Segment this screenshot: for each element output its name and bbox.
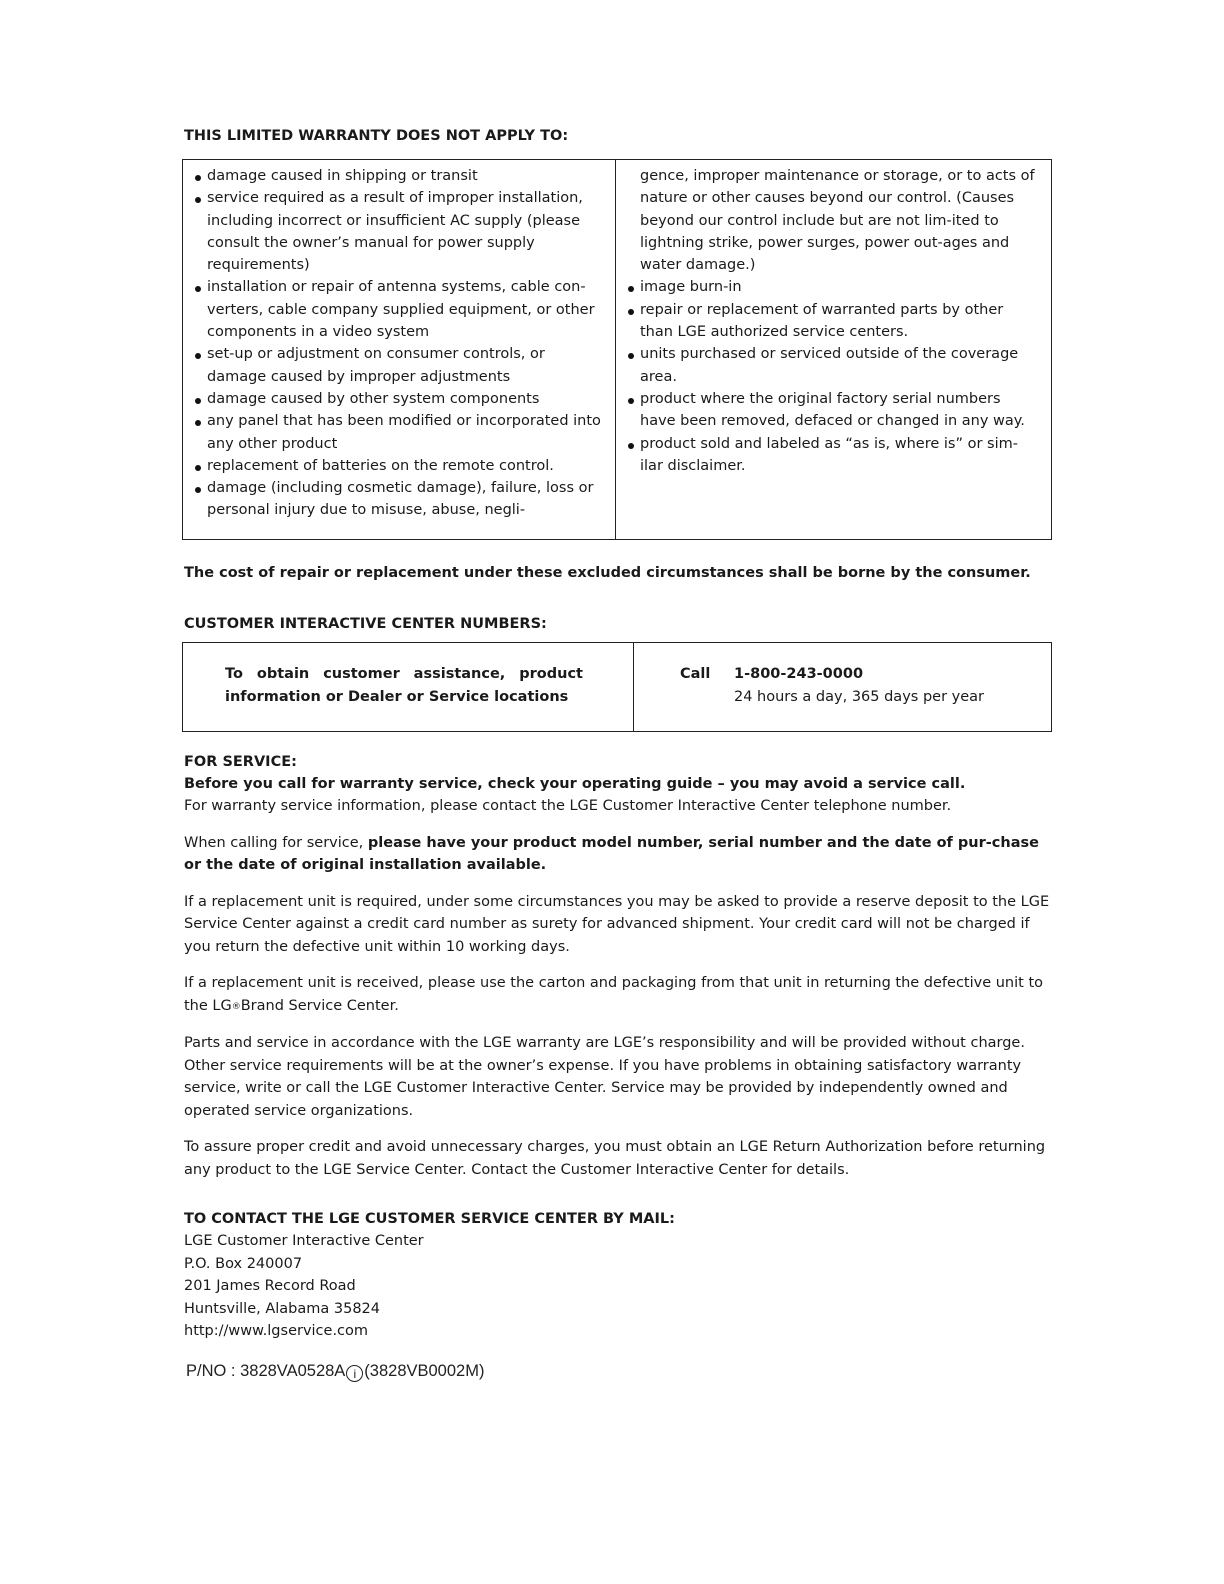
list-item: service required as a result of improper installation, including incorrect or insufficient AC supply (please consult the owner’s manual for power supply requirements) <box>183 187 603 276</box>
list-item: product sold and labeled as “as is, where is” or sim-ilar disclaimer. <box>616 433 1039 478</box>
list-item: damage caused in shipping or transit <box>183 165 603 187</box>
phone-hours: 24 hours a day, 365 days per year <box>734 689 984 705</box>
bullet-icon <box>628 353 634 359</box>
list-item-continuation: gence, improper maintenance or storage, or to acts of nature or other causes beyond our control. (Causes beyond our control include but are not lim-ited to lightning strike, power surges, power out-ages and water damage.) <box>640 168 1035 274</box>
service-bold-line: Before you call for warranty service, check your operating guide – you may avoid a service call. <box>184 776 966 792</box>
service-info-line: For warranty service information, please contact the LGE Customer Interactive Center telephone number. <box>184 798 952 814</box>
registered-mark: ® <box>231 1001 241 1012</box>
bullet-icon <box>195 286 201 292</box>
bullet-icon <box>195 465 201 471</box>
list-item: damage caused by other system components <box>183 388 603 410</box>
replacement-required-paragraph: If a replacement unit is required, under some circumstances you may be asked to provide a reserve deposit to the LGE Service Center against a credit card number as surety for advanced shipment. Your credit card will not be charged if you return the defective unit within 10 working days. <box>184 893 1050 955</box>
part-number-suffix: (3828VB0002M) <box>364 1362 485 1380</box>
warranty-heading: THIS LIMITED WARRANTY DOES NOT APPLY TO: <box>184 128 569 144</box>
parts-service-paragraph: Parts and service in accordance with the LGE warranty are LGE’s responsibility and will be provided without charge. Other service requirements will be at the owner’s expense. If you have problems in obtaining satisfactory warranty service, write or call the LGE Customer Interactive Center. Service may be provided by independently owned and operated service organizations. <box>184 1035 1025 1119</box>
bullet-icon <box>628 309 634 315</box>
list-item: image burn-in <box>616 276 1039 298</box>
list-item: repair or replacement of warranted parts by other than LGE authorized service centers. <box>616 299 1039 344</box>
list-item: replacement of batteries on the remote control. <box>183 455 603 477</box>
customer-center-box <box>182 642 1052 732</box>
mail-line: 201 James Record Road <box>184 1278 356 1294</box>
return-authorization-paragraph: To assure proper credit and avoid unnecessary charges, you must obtain an LGE Return Authorization before returning any product to the LGE Service Center. Contact the Customer Interactive Center for details. <box>184 1139 1046 1178</box>
part-number-prefix: P/NO : 3828VA0528A <box>186 1362 346 1380</box>
info-circle-icon: i <box>346 1365 363 1382</box>
list-item: set-up or adjustment on consumer controls, or damage caused by improper adjustments <box>183 343 603 388</box>
list-item: any panel that has been modified or incorporated into any other product <box>183 410 603 455</box>
service-heading: FOR SERVICE: <box>184 754 297 770</box>
bullet-icon <box>195 175 201 181</box>
exclusions-right-column <box>616 160 1051 539</box>
phone-number: 1-800-243-0000 <box>734 666 864 682</box>
service-calling-paragraph <box>184 832 1052 877</box>
bullet-icon <box>628 286 634 292</box>
exclusions-left-column <box>183 160 616 539</box>
list-item: installation or repair of antenna systems, cable con-verters, cable company supplied equipment, or other components in a video system <box>183 276 603 343</box>
center-heading: CUSTOMER INTERACTIVE CENTER NUMBERS: <box>184 616 547 632</box>
bullet-icon <box>195 398 201 404</box>
bullet-icon <box>628 398 634 404</box>
bullet-icon <box>195 353 201 359</box>
bullet-icon <box>195 487 201 493</box>
replacement-received-paragraph: If a replacement unit is received, please use the carton and packaging from that unit in returning the defective unit to the LG®Brand Service Center. <box>184 975 1044 1014</box>
mail-heading: TO CONTACT THE LGE CUSTOMER SERVICE CENTER BY MAIL: <box>184 1211 675 1227</box>
mail-line: Huntsville, Alabama 35824 <box>184 1300 380 1317</box>
bullet-icon <box>628 443 634 449</box>
service-section <box>184 751 1052 1181</box>
exclusions-left-list <box>183 165 603 522</box>
mail-line: P.O. Box 240007 <box>184 1255 303 1272</box>
list-item: damage (including cosmetic damage), failure, loss or personal injury due to misuse, abuse, negli- <box>183 477 603 522</box>
list-item: product where the original factory serial numbers have been removed, defaced or changed in any way. <box>616 388 1039 433</box>
exclusions-right-list <box>616 165 1039 477</box>
mail-url: http://www.lgservice.com <box>184 1323 369 1339</box>
bullet-icon <box>195 420 201 426</box>
list-item: units purchased or serviced outside of the coverage area. <box>616 343 1039 388</box>
call-label: Call <box>680 666 711 682</box>
calling-bold-text: please have your product model number, serial number and the date of pur-chase or the date of original installation available. <box>184 834 1039 873</box>
mail-section <box>184 1208 1052 1343</box>
calling-plain-text: When calling for service, <box>184 834 368 851</box>
mail-line: LGE Customer Interactive Center <box>184 1233 424 1249</box>
bullet-icon <box>195 197 201 203</box>
part-number <box>186 1360 484 1382</box>
center-assistance-text: To obtain customer assistance, product information or Dealer or Service locations <box>225 666 583 705</box>
center-left-cell <box>183 643 634 731</box>
cost-note: The cost of repair or replacement under these excluded circumstances shall be borne by the consumer. <box>184 565 1031 581</box>
warranty-exclusions-box <box>182 159 1052 540</box>
center-right-cell <box>634 643 1051 731</box>
